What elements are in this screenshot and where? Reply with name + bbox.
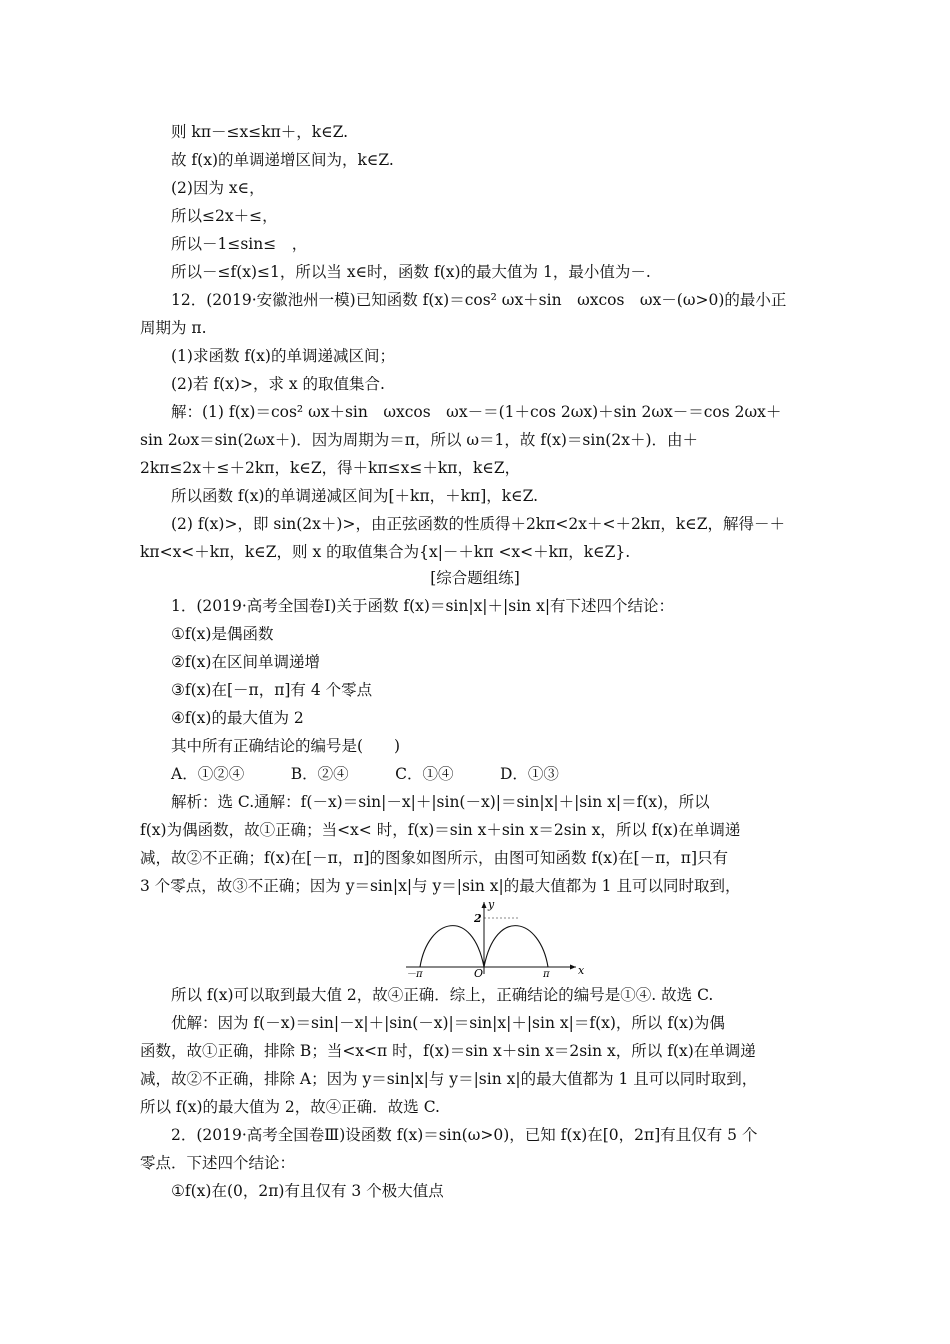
y-axis-arrow <box>482 902 487 908</box>
text-line: 所以≤2x＋≤， <box>171 207 278 225</box>
x-axis-arrow <box>570 965 576 970</box>
text-line: 零点．下述四个结论： <box>140 1154 296 1172</box>
statement-2: ②f(x)在区间单调递增 <box>171 653 320 671</box>
pi-label: π <box>543 969 550 978</box>
text-line: 解析：选 C.通解：f(－x)＝sin|－x|＋|sin(－x)|＝sin|x|＋|sin x|＝f(x)，所以 <box>171 793 710 811</box>
text-line: 减，故②不正确；f(x)在[－π，π]的图象如图所示，由图可知函数 f(x)在[－π，π]只有 <box>140 849 729 867</box>
problem-12-heading: 12．(2019·安徽池州一模)已知函数 f(x)＝cos² ωx＋sin ωxcos ωx－(ω>0)的最小正 <box>171 291 787 309</box>
text-line: 所以－≤f(x)≤1，所以当 x∈时，函数 f(x)的最大值为 1，最小值为－. <box>171 263 651 281</box>
problem-1-heading: 1．(2019·高考全国卷Ⅰ)关于函数 f(x)＝sin|x|＋|sin x|有下述四个结论： <box>171 597 675 615</box>
text-line: 故 f(x)的单调递增区间为，k∈Z. <box>171 151 394 169</box>
statement-1: ①f(x)在(0，2π)有且仅有 3 个极大值点 <box>171 1182 444 1200</box>
text-line: 减，故②不正确，排除 A；因为 y＝sin|x|与 y＝|sin x|的最大值都为 1 且可以同时取到， <box>140 1070 758 1088</box>
text-line: 其中所有正确结论的编号是( ) <box>171 737 401 755</box>
text-line: f(x)为偶函数，故①正确；当<x< 时，f(x)＝sin x＋sin x＝2sin x，所以 f(x)在单调递 <box>140 821 741 839</box>
text-line: 所以－1≤sin≤ ， <box>171 235 308 253</box>
text-line: (1)求函数 f(x)的单调递减区间； <box>171 347 395 365</box>
text-line: (2)若 f(x)>，求 x 的取值集合. <box>171 375 385 393</box>
statement-1: ①f(x)是偶函数 <box>171 625 274 643</box>
text-line: 所以函数 f(x)的单调递减区间为[＋kπ，＋kπ]，k∈Z. <box>171 487 539 505</box>
problem-2-heading: 2．(2019·高考全国卷Ⅲ)设函数 f(x)＝sin(ω>0)，已知 f(x)在[0，2π]有且仅有 5 个 <box>171 1126 758 1144</box>
statement-3: ③f(x)在[－π，π]有 4 个零点 <box>171 681 373 699</box>
text-line: 解：(1) f(x)＝cos² ωx＋sin ωxcos ωx－＝(1＋cos 2ωx)＋sin 2ωx－＝cos 2ωx＋ <box>171 403 782 421</box>
text-line: (2) f(x)>，即 sin(2x＋)>，由正弦函数的性质得＋2kπ<2x＋<＋2kπ，k∈Z，解得－＋ <box>171 515 786 533</box>
text-line: 3 个零点，故③不正确；因为 y＝sin|x|与 y＝|sin x|的最大值都为 1 且可以同时取到， <box>140 877 741 895</box>
text-line: 则 kπ－≤x≤kπ＋，k∈Z. <box>171 123 349 141</box>
text-line: kπ<x<＋kπ，k∈Z，则 x 的取值集合为{x|－＋kπ <x<＋kπ，k∈Z}. <box>140 543 631 561</box>
text-line: 所以 f(x)可以取到最大值 2，故④正确．综上，正确结论的编号是①④. 故选 C. <box>171 986 714 1004</box>
answer-choices: A．①②④ B．②④ C．①④ D．①③ <box>171 765 559 783</box>
origin-label: O <box>474 967 484 978</box>
text-line: (2)因为 x∈， <box>171 179 265 197</box>
text-line: sin 2ωx＝sin(2ωx＋)．因为周期为＝π，所以 ω＝1，故 f(x)＝sin(2x＋)．由＋ <box>140 431 699 449</box>
text-line: 所以 f(x)的最大值为 2，故④正确．故选 C. <box>140 1098 440 1116</box>
text-line: 周期为 π. <box>140 319 207 337</box>
statement-4: ④f(x)的最大值为 2 <box>171 709 304 727</box>
max-value-label: 2 <box>474 912 482 925</box>
function-graph-figure <box>400 898 586 978</box>
x-axis-label: x <box>578 964 585 977</box>
left-arch-curve <box>420 926 484 967</box>
right-arch-curve <box>484 926 548 967</box>
section-heading: [综合题组练] <box>430 569 520 587</box>
text-line: 2kπ≤2x＋≤＋2kπ，k∈Z，得＋kπ≤x≤＋kπ，k∈Z， <box>140 459 521 477</box>
text-line: 函数，故①正确，排除 B；当<x<π 时，f(x)＝sin x＋sin x＝2sin x，所以 f(x)在单调递 <box>140 1042 756 1060</box>
y-axis-label: y <box>488 898 495 911</box>
neg-pi-label: －π <box>406 969 423 978</box>
text-line: 优解：因为 f(－x)＝sin|－x|＋|sin(－x)|＝sin|x|＋|sin x|＝f(x)，所以 f(x)为偶 <box>171 1014 725 1032</box>
